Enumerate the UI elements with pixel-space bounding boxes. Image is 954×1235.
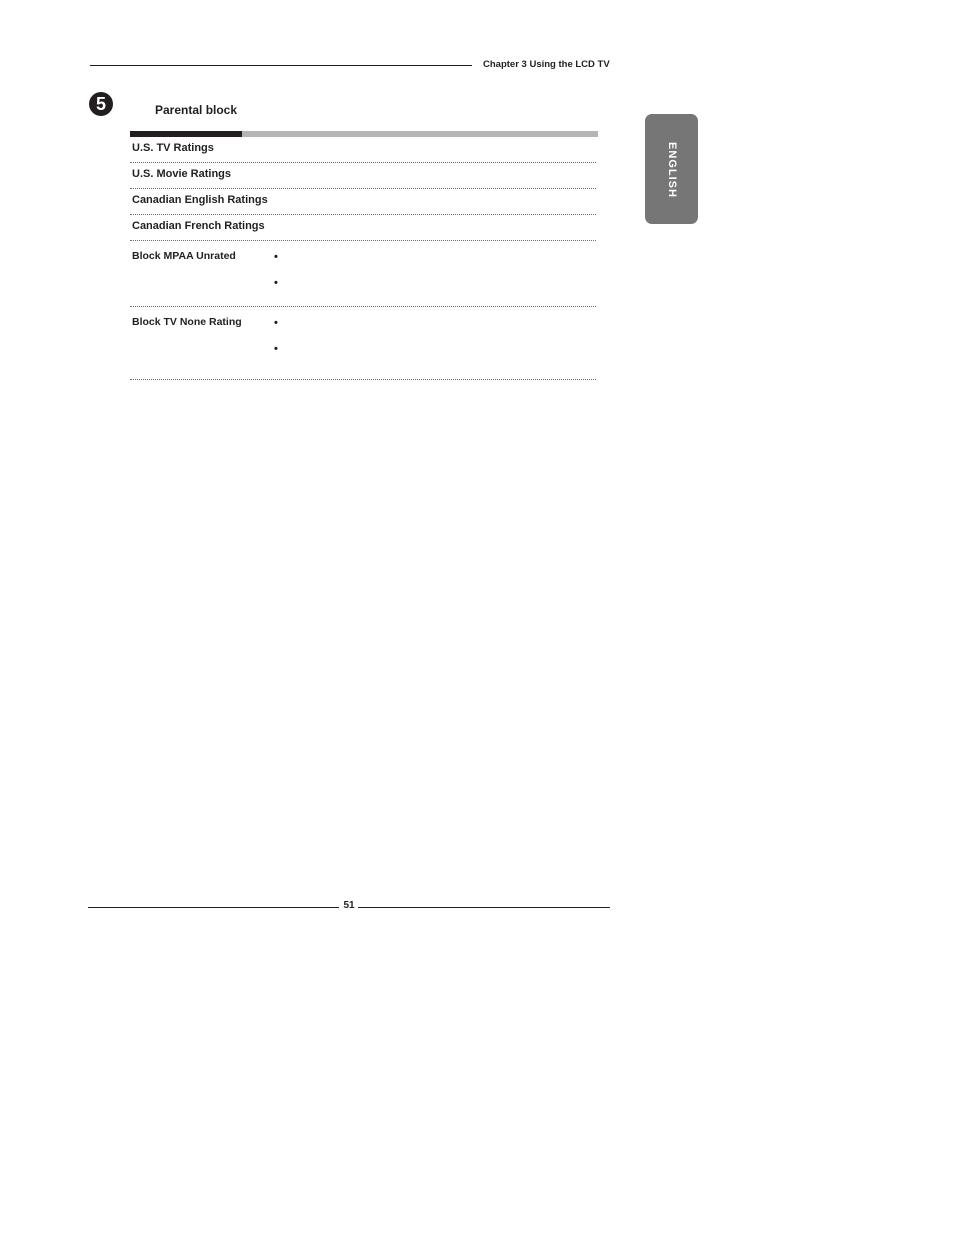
table-row [130,307,596,380]
parental-block-table [130,137,596,380]
bullet-marker: • [274,251,278,263]
bullet-marker: • [274,343,278,355]
row-label: Canadian English Ratings [132,194,268,206]
bullet-marker: • [274,317,278,329]
table-row [130,163,596,189]
header-rule [90,65,472,66]
chapter-title: Chapter 3 Using the LCD TV [483,59,610,70]
page-number: 51 [343,900,355,911]
bullet-marker: • [274,277,278,289]
step-number-badge: 5 [89,92,113,116]
table-row [130,137,596,163]
row-label: Block MPAA Unrated [132,250,236,262]
language-tab-label: ENGLISH [666,142,678,198]
table-row [130,189,596,215]
table-row [130,241,596,307]
table-row [130,215,596,241]
section-title: Parental block [155,103,238,117]
row-label: Canadian French Ratings [132,220,265,232]
footer-rule-left [88,907,339,908]
row-label: U.S. TV Ratings [132,142,214,154]
row-label: Block TV None Rating [132,316,242,328]
row-label: U.S. Movie Ratings [132,168,232,180]
footer-rule-right [358,907,610,908]
